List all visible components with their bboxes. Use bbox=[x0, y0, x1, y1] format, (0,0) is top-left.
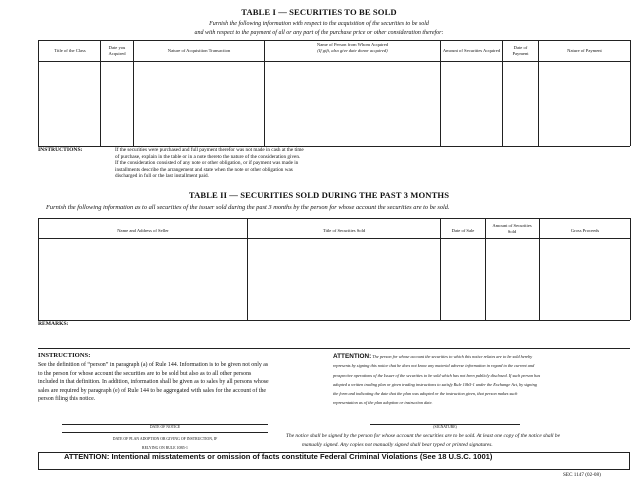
instructions1-line: of purchase, explain in the table or in a note thereto the nature of the consideration given. bbox=[115, 153, 301, 160]
instructions1-label: INSTRUCTIONS: bbox=[38, 147, 83, 153]
col-securities-title: Title of Securities Sold bbox=[322, 228, 366, 233]
instructions1-line: discharged in full or the last installment paid. bbox=[115, 173, 209, 179]
attention1-line: the form and indicating the date that the plan was adopted or the instruction given, that person makes such bbox=[333, 391, 518, 397]
table1-subtitle-line1: Furnish the following information with respect to the acquisition of the securities to be sold bbox=[209, 21, 429, 27]
instructions2-line: included in that definition. In addition, information shall be given as to sales by all persons whose bbox=[38, 379, 269, 385]
col-date-sale: Date of Sale bbox=[451, 228, 475, 233]
form-id: SEC 1147 (02-08) bbox=[563, 472, 601, 478]
instructions2-line: See the definition of “person” in paragraph (a) of Rule 144. Information is to be given not only as bbox=[38, 362, 269, 368]
table2-subtitle: Furnish the following information as to all securities of the issuer sold during the past 3 months by the person for whose account the securities are to be sold. bbox=[46, 204, 450, 211]
signature-note-line1: The notice shall be signed by the person for whose account the securities are to be sold. At least one copy of the notice shall be bbox=[286, 433, 560, 439]
instructions1-line: If the securities were purchased and full payment therefor was not made in cash at the time bbox=[115, 147, 304, 153]
instructions2-text bbox=[38, 361, 330, 404]
col-date-acquired: Date you Acquired bbox=[108, 45, 126, 56]
attention1-line: represents by signing this notice that he does not know any material adverse information in regard to the current and bbox=[333, 363, 535, 369]
attention1-label: ATTENTION: bbox=[333, 353, 372, 360]
date-of-notice-label: DATE OF NOTICE bbox=[149, 425, 181, 429]
col-person-acquired bbox=[265, 42, 440, 54]
plan-date-label-line1: DATE OF PLAN ADOPTION OR GIVING OF INSTRUCTION, IF bbox=[112, 437, 218, 441]
col-seller: Name and Address of Seller bbox=[117, 228, 169, 233]
col-amount-acquired: Amount of Securities Acquired bbox=[442, 48, 501, 53]
table1-subtitle-line2: and with respect to the payment of all or any part of the purchase price or other consideration therefor: bbox=[194, 30, 444, 36]
col-title-of-class: Title of the Class bbox=[54, 48, 86, 53]
col-person-acquired-note: (If gift, also give date donor acquired) bbox=[317, 48, 388, 53]
col-date-payment: Date of Payment bbox=[512, 45, 529, 56]
col-nature-acquisition: Nature of Acquisition Transaction bbox=[167, 48, 231, 53]
table1-title: TABLE I — SECURITIES TO BE SOLD bbox=[241, 7, 397, 17]
attention1-line: The person for whose account the securities to which this notice relates are to be sold hereby bbox=[372, 354, 533, 359]
instructions2-line: sales are required by paragraph (e) of Rule 144 to be aggregated with sales for the account of the bbox=[38, 387, 267, 394]
signature-note-line2: manually signed. Any copies not manually signed shall bear typed or printed signatures. bbox=[302, 442, 493, 448]
attention1-line: prospective operations of the Issuer of the securities to be sold which has not been publicly disclosed. If such person has bbox=[333, 372, 541, 378]
col-person-acquired-label: Name of Person from Whom Acquired bbox=[316, 42, 389, 47]
signature-note bbox=[286, 432, 560, 450]
col-nature-payment: Nature of Payment bbox=[567, 48, 602, 53]
attention1-line: adopted a written trading plan or given trading instructions to satisfy Rule 10b5-1 under the Exchange Act, by signing bbox=[333, 381, 537, 387]
attention2-text: ATTENTION: Intentional misstatements or omission of facts constitute Federal Criminal Violations (See 18 U.S.C. 1001) bbox=[64, 452, 493, 461]
col-gross-proceeds: Gross Proceeds bbox=[570, 228, 600, 233]
col-amount-sold: Amount of Securities Sold bbox=[492, 222, 532, 234]
table2-title: TABLE II — SECURITIES SOLD DURING THE PAST 3 MONTHS bbox=[188, 190, 450, 200]
instructions2-line: to the person for whose account the securities are to be sold but also as to all other persons bbox=[38, 370, 252, 377]
signature-label: (SIGNATURE) bbox=[433, 425, 457, 429]
instructions1-text bbox=[115, 147, 385, 180]
instructions2-line: person filing this notice. bbox=[38, 396, 96, 402]
plan-date-line[interactable] bbox=[62, 432, 268, 433]
remarks-label: REMARKS: bbox=[38, 321, 69, 327]
plan-date-label-line2: RELYING ON RULE 10B5-1 bbox=[142, 446, 188, 450]
attention1-line: representation as of the plan adoption or instruction date. bbox=[333, 400, 433, 406]
attention1-block bbox=[333, 352, 633, 408]
plan-date-label bbox=[62, 435, 268, 453]
instructions1-line: If the consideration consisted of any note or other obligation, or if payment was made in bbox=[115, 160, 299, 166]
instructions2-label: INSTRUCTIONS: bbox=[38, 352, 91, 359]
instructions1-line: installments describe the arrangement and state when the note or other obligation was bbox=[115, 166, 293, 173]
